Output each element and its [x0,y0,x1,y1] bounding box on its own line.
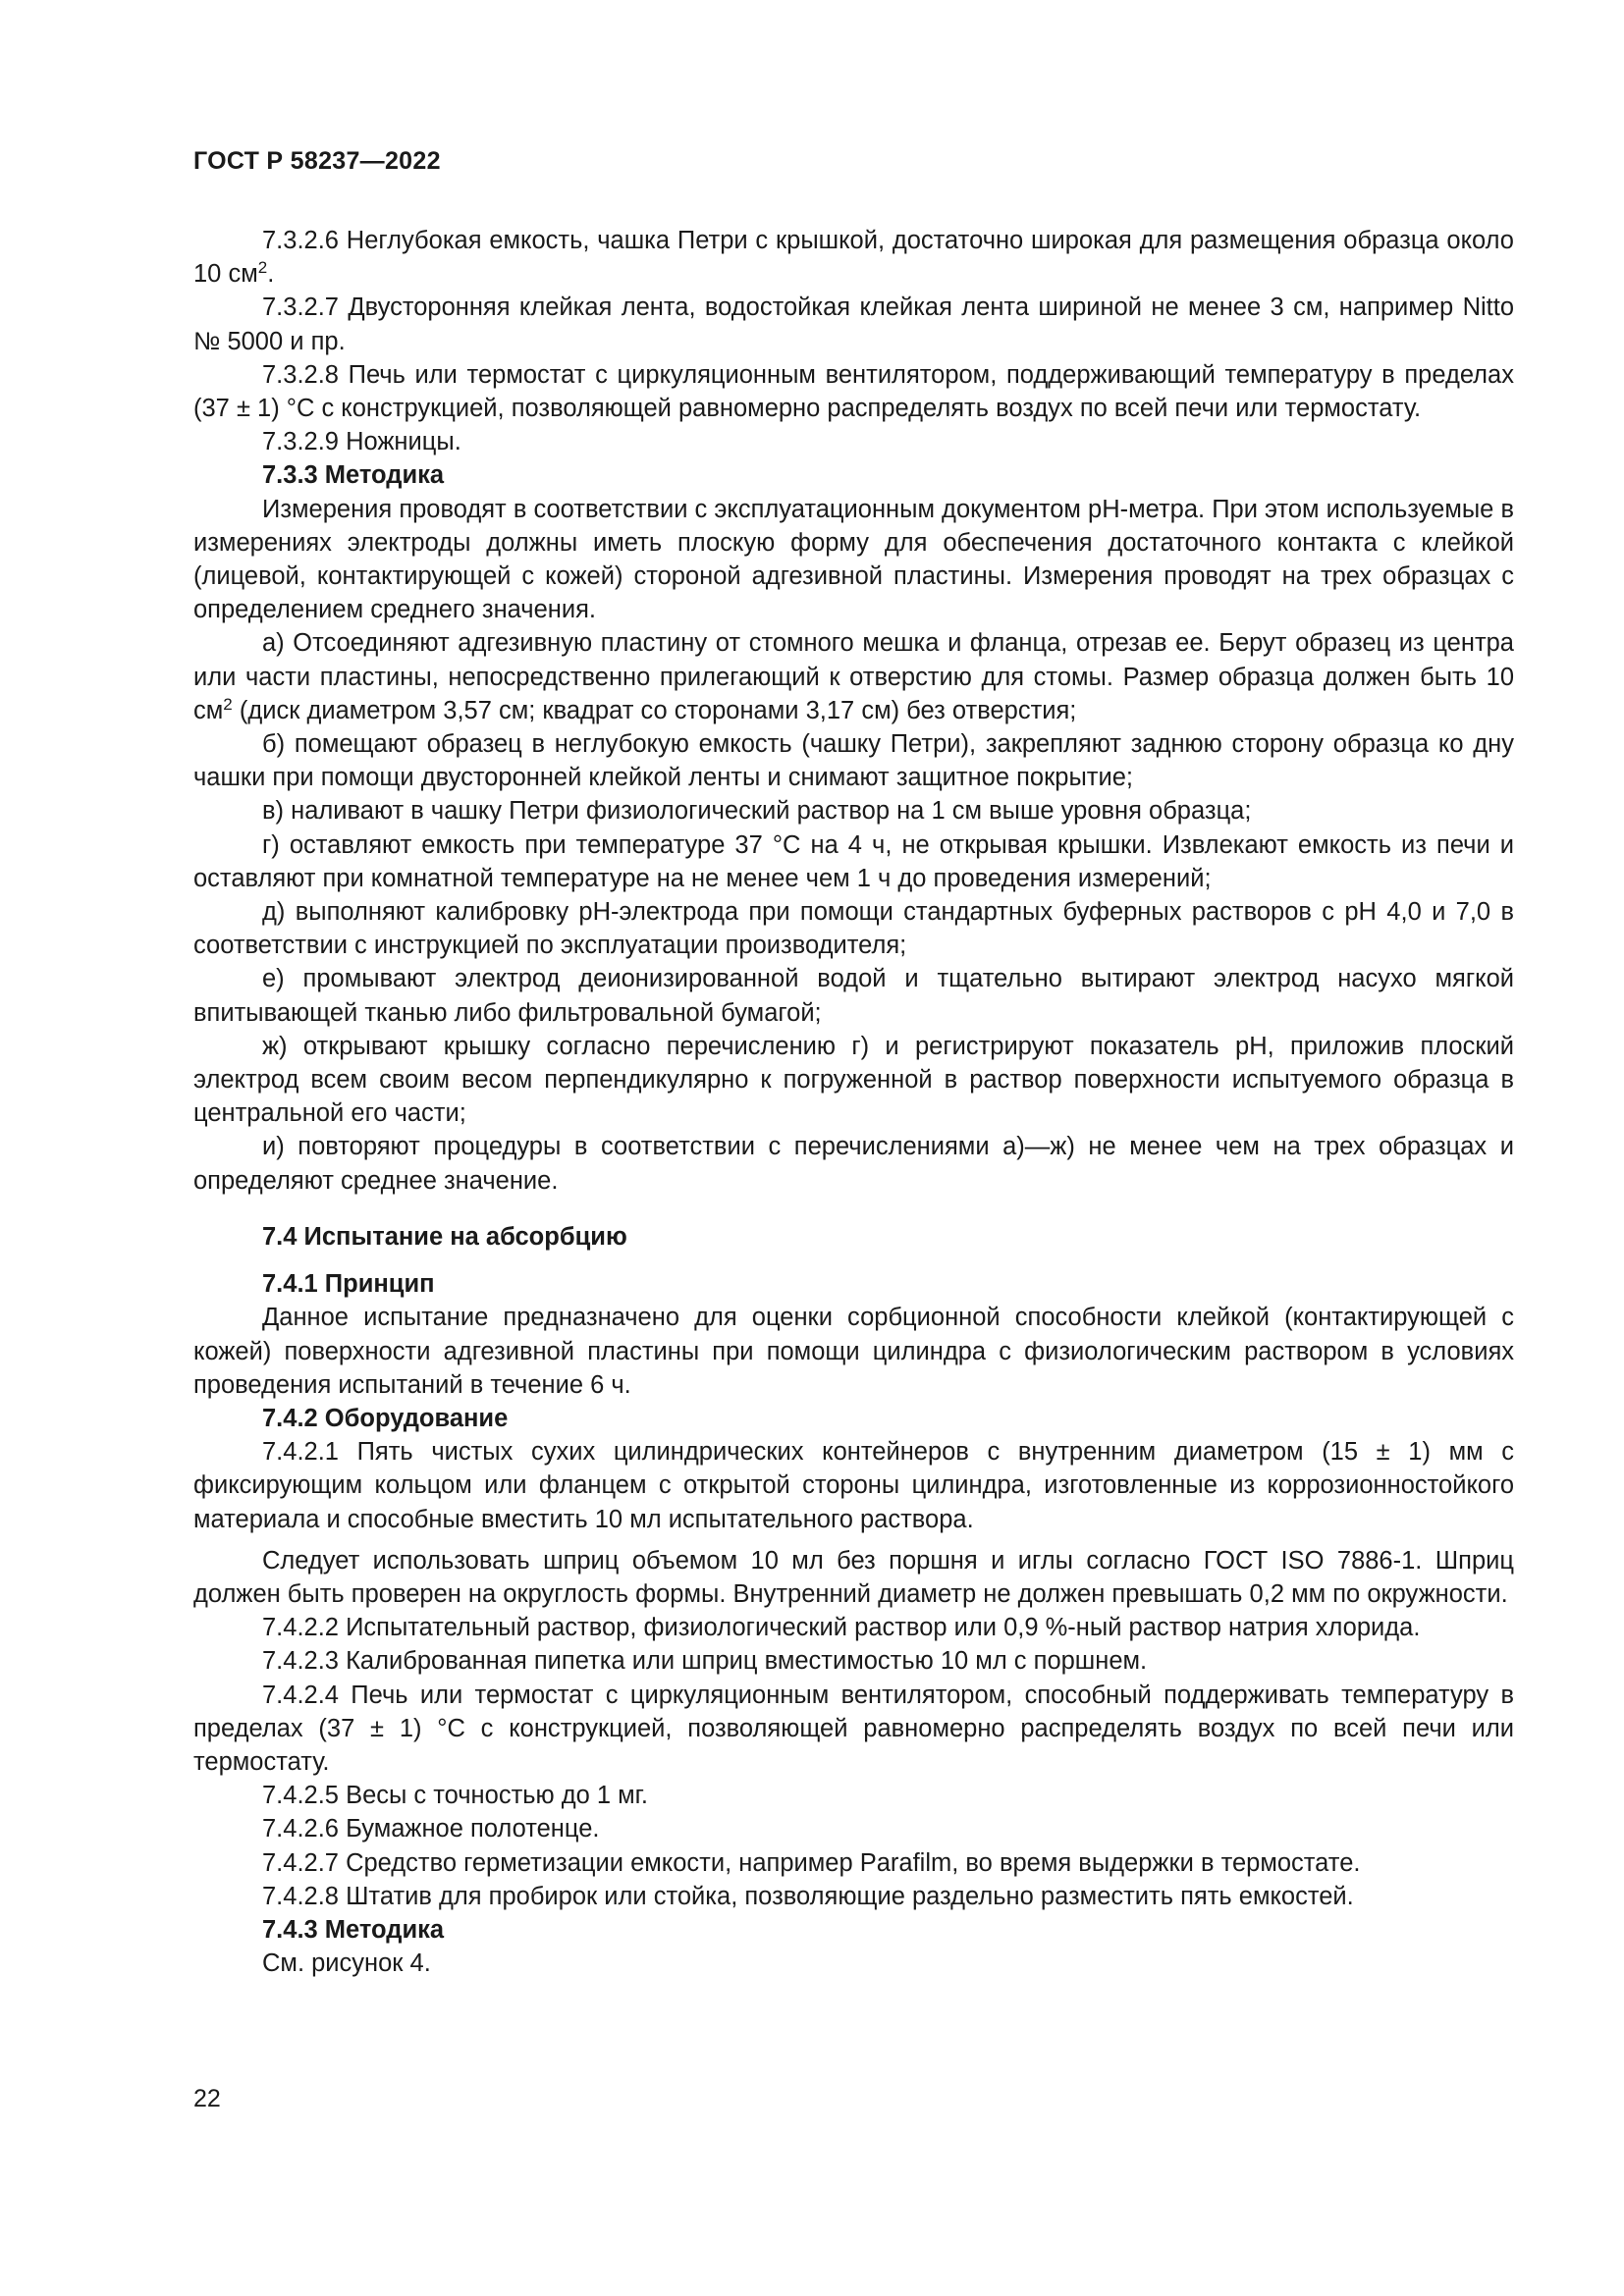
document-header: ГОСТ Р 58237—2022 [193,147,441,175]
paragraph: 7.4.2.5 Весы с точностью до 1 мг. [262,1782,648,1810]
section-heading: 7.4.3 Методика [262,1915,445,1944]
paragraph: 7.4.2.1 Пять чистых сухих цилиндрических контейнеров с внутренним диаметром (15 ± 1) мм с фиксирующим кольцом или фланцем с открытой стороны цилиндра, изготовленные из коррозионностойкого материала и способные вместить 10 мл испытательного раствора. [193,1438,1514,1533]
paragraph: б) помещают образец в неглубокую емкость (чашку Петри), закрепляют заднюю сторону образца ко дну чашки при помощи двусторонней клейкой ленты и снимают защитное покрытие; [193,730,1514,792]
document-body [193,224,1514,1980]
paragraph: 7.4.2.3 Калиброванная пипетка или шприц вместимостью 10 мл с поршнем. [262,1647,1148,1676]
paragraph-text: . [267,260,275,289]
paragraph: 7.4.2.8 Штатив для пробирок или стойка, позволяющие раздельно разместить пять емкостей. [262,1882,1354,1910]
superscript: 2 [257,258,268,278]
paragraph: г) оставляют емкость при температуре 37 °С на 4 ч, не открывая крышки. Извлекают емкость из печи и оставляют при комнатной температуре на не менее чем 1 ч до проведения измерений; [193,830,1514,892]
paragraph: в) наливают в чашку Петри физиологический раствор на 1 см выше уровня образца; [262,797,1252,826]
page-number: 22 [193,2085,221,2112]
paragraph: 7.4.2.7 Средство герметизации емкости, например Parafilm, во время выдержки в термостате. [262,1848,1361,1877]
paragraph: и) повторяют процедуры в соответствии с перечислениями а)—ж) не менее чем на трех образцах и определяют среднее значение. [193,1133,1514,1195]
paragraph: ж) открывают крышку согласно перечислению г) и регистрируют показатель рН, приложив плоский электрод всем своим весом перпендикулярно к погруженной в раствор поверхности испытуемого образца в центральной его части; [193,1032,1514,1128]
section-heading: 7.4 Испытание на абсорбцию [262,1222,627,1251]
paragraph-text: (диск диаметром 3,57 см; квадрат со сторонами 3,17 см) без отверстия; [232,696,1077,724]
paragraph: Данное испытание предназначено для оценки сорбционной способности клейкой (контактирующей с кожей) поверхности адгезивной пластины при помощи цилиндра с физиологическим раствором в условиях проведения испытаний в течение 6 ч. [193,1304,1514,1399]
paragraph: 7.3.2.7 Двусторонняя клейкая лента, водостойкая клейкая лента шириной не менее 3 см, например Nitto № 5000 и пр. [193,294,1514,355]
paragraph: 7.3.2.9 Ножницы. [262,428,461,456]
paragraph: Измерения проводят в соответствии с эксплуатационным документом рН-метра. При этом используемые в измерениях электроды должны иметь плоскую форму для обеспечения достаточного контакта с клейкой (лицевой, контактирующей с кожей) стороной адгезивной пластины. Измерения проводят на трех образцах с определением среднего значения. [193,495,1514,624]
paragraph: 7.4.2.6 Бумажное полотенце. [262,1815,600,1843]
paragraph-text: 7.3.2.6 Неглубокая емкость, чашка Петри с крышкой, достаточно широкая для размещения образца около 10 см [193,227,1514,289]
paragraph: 7.4.2.4 Печь или термостат с циркуляционным вентилятором, способный поддерживать температуру в пределах (37 ± 1) °С с конструкцией, позволяющей равномерно распределять воздух по всей печи или термостату. [193,1681,1514,1776]
paragraph: 7.4.2.2 Испытательный раствор, физиологический раствор или 0,9 %-ный раствор натрия хлорида. [262,1614,1421,1642]
paragraph: д) выполняют калибровку рН-электрода при помощи стандартных буферных растворов с рН 4,0 и 7,0 в соответствии с инструкцией по эксплуатации производителя; [193,898,1514,960]
paragraph [193,224,1514,291]
paragraph: См. рисунок 4. [262,1949,431,1978]
section-heading: 7.4.1 Принцип [262,1270,435,1299]
section-heading: 7.3.3 Методика [262,461,445,490]
section-heading: 7.4.2 Оборудование [262,1404,509,1432]
paragraph-text: а) Отсоединяют адгезивную пластину от стомного мешка и фланца, отрезав ее. Берут образец из центра или части пластины, непосредственно прилегающий к отверстию для стомы. Размер образца должен быть 10 см [193,629,1514,724]
paragraph [193,626,1514,727]
paragraph: е) промывают электрод деионизированной водой и тщательно вытирают электрод насухо мягкой впитывающей тканью либо фильтровальной бумагой; [193,965,1514,1027]
paragraph: 7.3.2.8 Печь или термостат с циркуляционным вентилятором, поддерживающий температуру в пределах (37 ± 1) °С с конструкцией, позволяющей равномерно распределять воздух по всей печи или термостату. [193,360,1514,423]
paragraph: Следует использовать шприц объемом 10 мл без поршня и иглы согласно ГОСТ ISO 7886-1. Шприц должен быть проверен на округлость формы. Внутренний диаметр не должен превышать 0,2 мм по окружности. [193,1546,1514,1608]
superscript: 2 [223,694,233,714]
